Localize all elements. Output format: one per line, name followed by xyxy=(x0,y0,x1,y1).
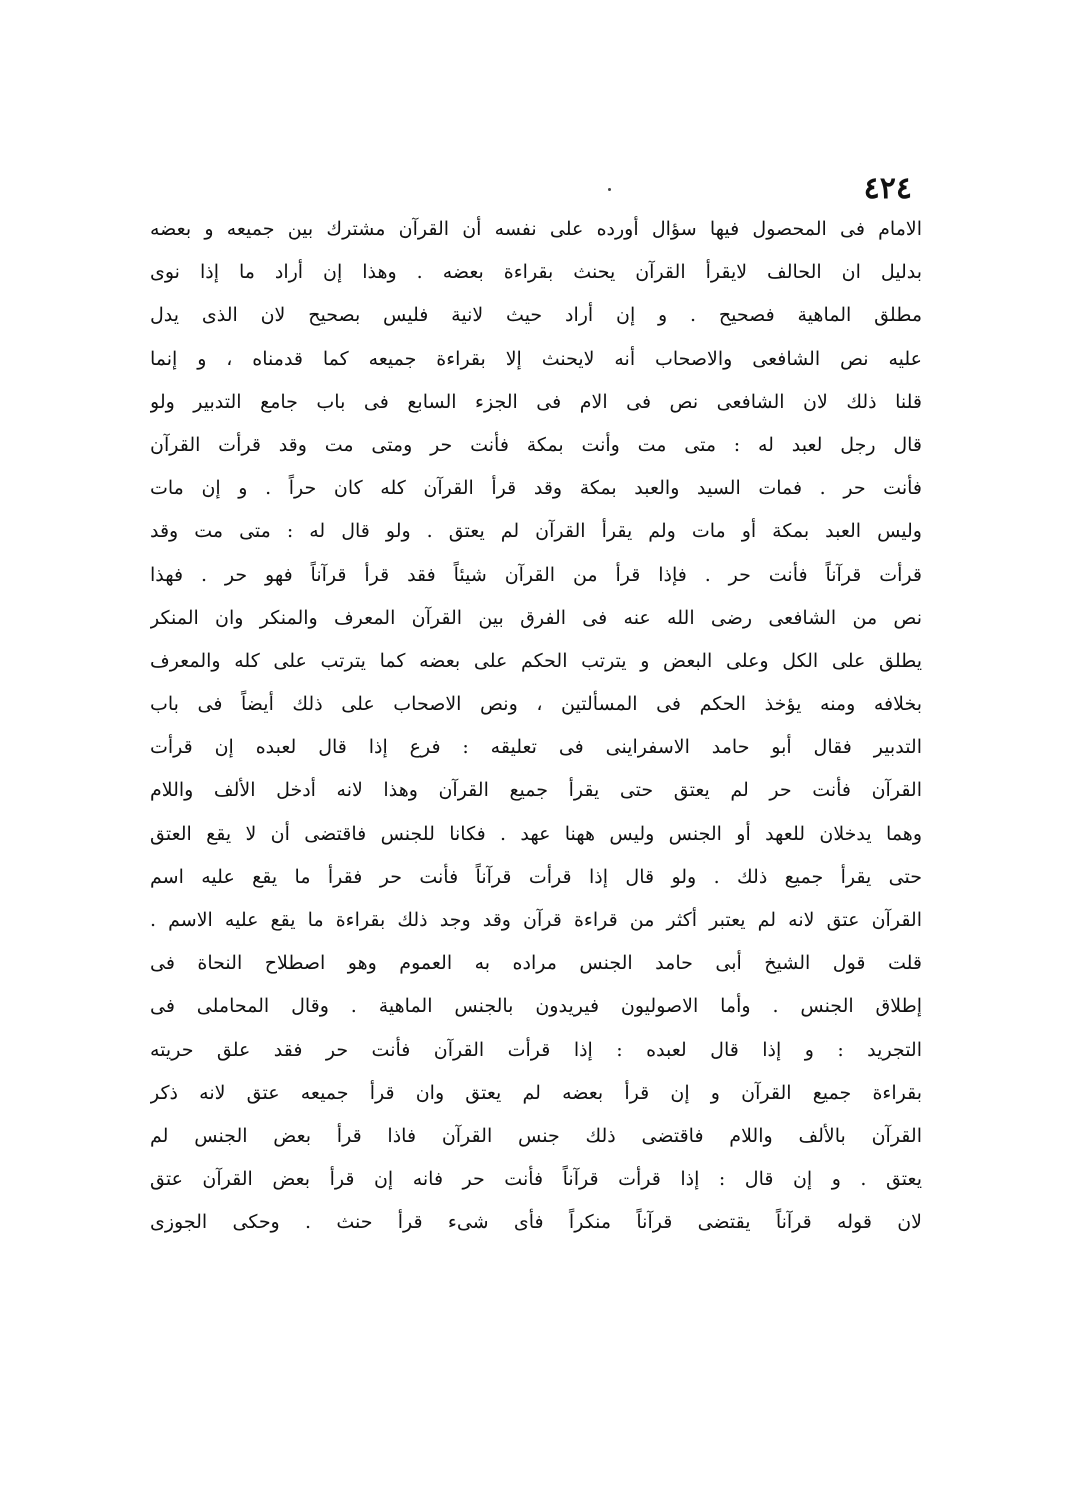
text-line: القرآن فأنت حر لم يعتق حتى يقرأ جميع القرآن وهذا لانه أدخل الألف واللام xyxy=(150,779,922,802)
text-line: نص من الشافعى رضى الله عنه فى الفرق بين القرآن المعرف والمنكر وان المنكر xyxy=(150,606,922,629)
text-line: عليه نص الشافعى والاصحاب أنه لايحنث إلا بقراءة جميعه كما قدمناه ، و إنما xyxy=(150,347,922,370)
text-line: وليس العبد بمكة أو مات ولم يقرأ القرآن لم يعتق . ولو قال له : متى مت وقد xyxy=(150,520,922,543)
text-line: وهما يدخلان للعهد أو الجنس وليس ههنا عهد . فكانا للجنس فاقتضى أن لا يقع العتق xyxy=(150,822,922,845)
text-line: حتى يقرأ جميع ذلك . ولو قال إذا قرأت قرآناً فأنت حر فقرأ ما يقع عليه اسم xyxy=(150,865,922,888)
text-line: بخلافه ومنه يؤخذ الحكم فى المسألتين ، ونص الاصحاب على ذلك أيضاً فى باب xyxy=(150,693,922,716)
text-line: الامام فى المحصول فيها سؤال أورده على نفسه أن القرآن مشترك بين جميعه و بعضه xyxy=(150,218,922,240)
page-number: ٤٢٤ xyxy=(863,171,912,206)
text-line: يطلق على الكل وعلى البعض و يترتب الحكم على بعضه كما يترتب على كله والمعرف xyxy=(150,649,922,672)
text-line: قلت قول الشيخ أبى حامد الجنس مراده به العموم وهو اصطلاح النحاة فى xyxy=(150,952,922,975)
text-line: لان قوله قرآناً يقتضى قرآناً منكراً فأى شىء قرأ حنث . وحكى الجوزى xyxy=(150,1211,922,1234)
text-line: مطلق الماهية فصحيح . و إن أراد حيث لانية فليس بصحيح لان الذى يدل xyxy=(150,304,922,327)
text-line: التجريد : و إذا قال لعبده : إذا قرأت القرآن فأنت حر فقد علق حريته xyxy=(150,1038,922,1061)
text-line: قلنا ذلك لان الشافعى نص فى الام فى الجزء السابع فى باب جامع التدبير ولو xyxy=(150,390,922,413)
text-line: فأنت حر . فمات السيد والعبد بمكة وقد قرأ القرآن كله كان حراً . و إن مات xyxy=(150,477,922,500)
text-line: التدبير فقال أبو حامد الاسفراينى فى تعليقه : فرع إذا قال لعبده إن قرأت xyxy=(150,736,922,759)
text-line: القرآن بالألف واللام فاقتضى ذلك جنس القرآن فاذا قرأ بعض الجنس لم xyxy=(150,1124,922,1147)
text-line: بدليل ان الحالف لايقرأ القرآن يحنث بقراءة بعضه . وهذا إن أراد ما إذا نوى xyxy=(150,261,922,284)
ink-speck xyxy=(608,188,611,191)
page-body-text xyxy=(150,208,922,1245)
text-line: إطلاق الجنس . وأما الاصوليون فيريدون بالجنس الماهية . وقال المحاملى فى xyxy=(150,995,922,1018)
text-line: قرأت قرآناً فأنت حر . فإذا قرأ من القرآن شيئاً فقد قرأ قرآناً فهو حر . فهذا xyxy=(150,563,922,586)
text-line: بقراءة جميع القرآن و إن قرأ بعضه لم يعتق وان قرأ جميعه عتق لانه ذكر xyxy=(150,1081,922,1104)
text-line: قال رجل لعبد له : متى مت وأنت بمكة فأنت حر ومتى مت وقد قرأت القرآن xyxy=(150,433,922,456)
text-line: يعتق . و إن قال : إذا قرأت قرآناً فأنت حر فانه إن قرأ بعض القرآن عتق xyxy=(150,1168,922,1191)
text-line: القرآن عتق لانه لم يعتبر أكثر من قراءة قرآن وقد وجد ذلك بقراءة ما يقع عليه الاسم . xyxy=(150,909,922,931)
